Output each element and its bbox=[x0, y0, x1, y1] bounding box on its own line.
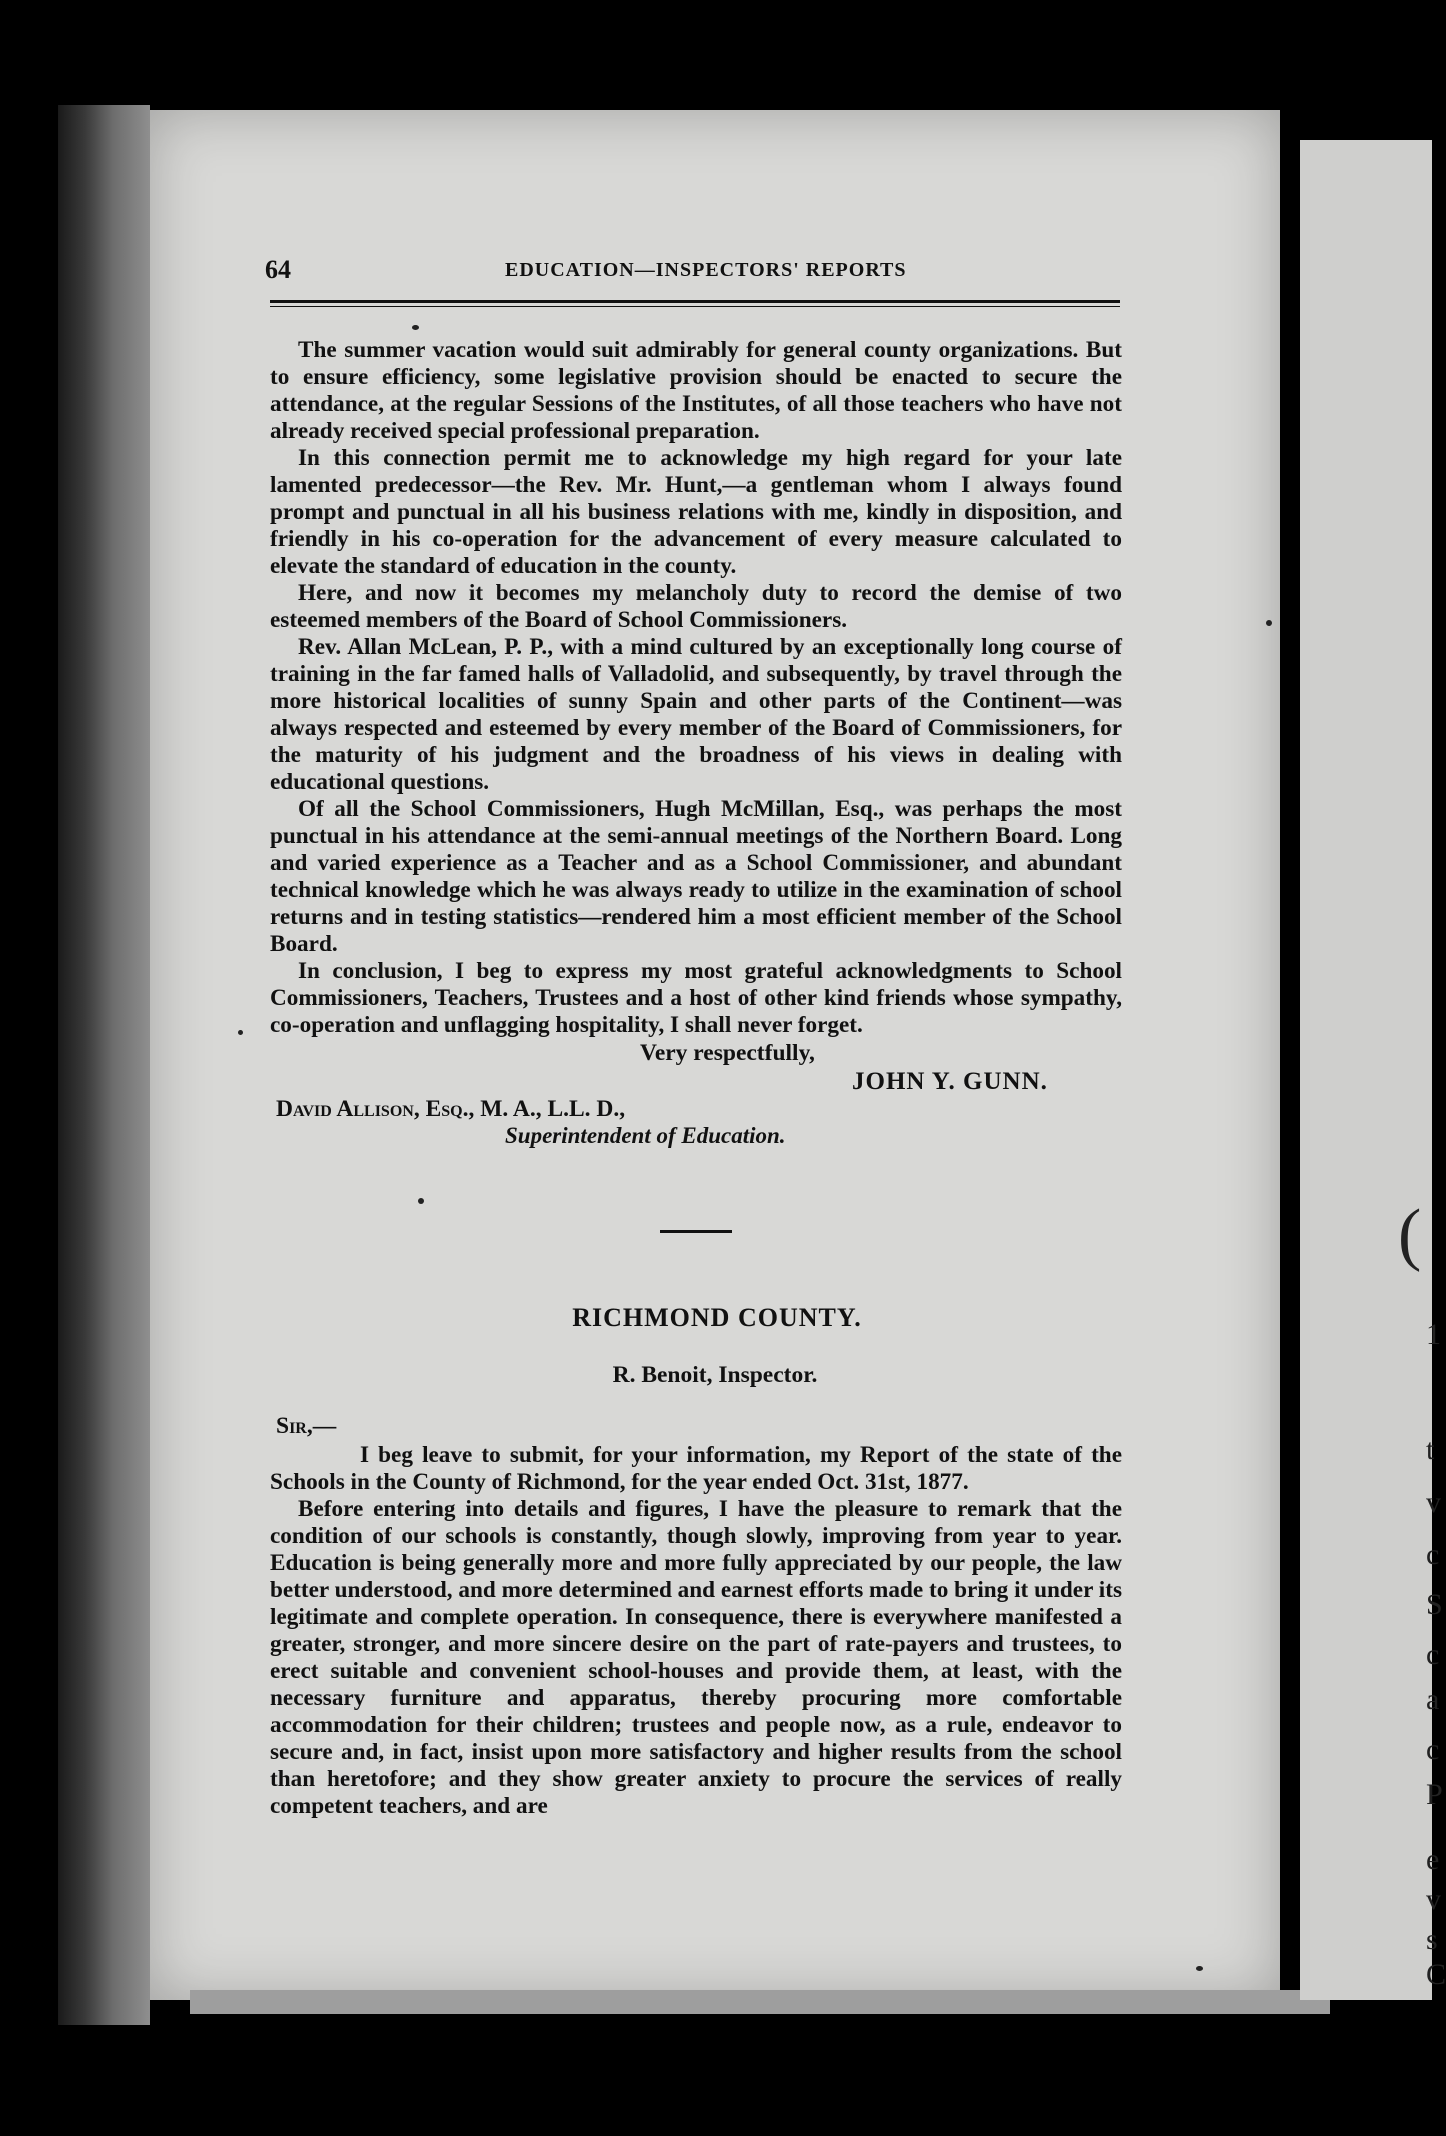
closing-salutation: Very respectfully, bbox=[640, 1040, 815, 1066]
section-title: RICHMOND COUNTY. bbox=[572, 1303, 862, 1332]
paragraph: In this connection permit me to acknowledge my high regard for your late lamented predecessor—the Rev. Mr. Hunt,—a gentleman whom I always found prompt and punctual in all his business relations with me, kindly in disposition, and friendly in his co-operation for the advancement of every measure calculated to elevate the standard of education in the county. bbox=[270, 445, 1122, 579]
adjacent-page-fragment: c bbox=[1426, 1538, 1440, 1571]
header-rule bbox=[270, 300, 1120, 307]
signature: JOHN Y. GUNN. bbox=[852, 1068, 1048, 1095]
section-inspector: R. Benoit, Inspector. bbox=[612, 1362, 818, 1388]
adjacent-page-fragment: a bbox=[1426, 1683, 1440, 1716]
book-binding-shadow bbox=[58, 105, 150, 2025]
scan-speck bbox=[412, 325, 419, 330]
salutation: Sir,— bbox=[276, 1413, 337, 1439]
adjacent-page-fragment: P bbox=[1426, 1778, 1443, 1811]
paragraph: Of all the School Commissioners, Hugh McMillan, Esq., was perhaps the most punctual in his attendance at the semi-annual meetings of the Northern Board. Long and varied experience as a Teacher and as a School Commissioner, and abundant technical knowledge which he was always ready to utilize in the examination of school returns and in testing statistics—rendered him a most efficient member of the School Board. bbox=[270, 796, 1122, 957]
paragraph: Here, and now it becomes my melancholy duty to record the demise of two esteemed members of the Board of School Commissioners. bbox=[270, 580, 1122, 633]
adjacent-page-fragment: c bbox=[1426, 1638, 1440, 1671]
adjacent-page-edge bbox=[1300, 140, 1446, 2000]
adjacent-page-fragment: 1 bbox=[1426, 1318, 1441, 1351]
scan-speck bbox=[1266, 620, 1272, 626]
adjacent-page-fragment: v bbox=[1426, 1486, 1441, 1519]
page-number: 64 bbox=[265, 255, 291, 284]
adjacent-page-fragment: v bbox=[1426, 1883, 1441, 1916]
section-divider bbox=[660, 1230, 732, 1233]
scan-speck bbox=[1196, 1966, 1203, 1971]
paragraph: I beg leave to submit, for your information, my Report of the state of the Schools in the County of Richmond, for the year ended Oct. 31st, 1877. bbox=[270, 1442, 1122, 1495]
adjacent-page-fragment: t bbox=[1426, 1433, 1435, 1466]
paragraph: Rev. Allan McLean, P. P., with a mind cultured by an exceptionally long course of training in the far famed halls of Valladolid, and subsequently, by travel through the more historical localities of sunny Spain and other parts of the Continent—was always respected and esteemed by every member of the Board of Commissioners, for the maturity of his judgment and the broadness of his views in dealing with educational questions. bbox=[270, 634, 1122, 795]
adjacent-page-fragment: e bbox=[1426, 1843, 1440, 1876]
adjacent-page-fragment: C bbox=[1426, 1958, 1446, 1991]
addressee-name: David Allison, Esq., M. A., L.L. D., bbox=[276, 1096, 626, 1122]
adjacent-page-fragment: ( bbox=[1398, 1196, 1422, 1273]
paragraph: Before entering into details and figures, I have the pleasure to remark that the condition of our schools is constantly, though slowly, improving from year to year. Education is being generally more and more fully appreciated by our people, the law better understood, and more determined and earnest efforts made to bring it under its legitimate and complete operation. In consequence, there is everywhere manifested a greater, stronger, and more sincere desire on the part of rate-payers and trustees, to erect suitable and convenient school-houses and provide them, at least, with the necessary furniture and apparatus, thereby procuring more comfortable accommodation for their children; trustees and people now, as a rule, endeavor to secure and, in fact, insist upon more satisfactory and higher results from the school than heretofore; and they show greater anxiety to procure the services of really competent teachers, and are bbox=[270, 1496, 1122, 1819]
paragraph: In conclusion, I beg to express my most grateful acknowledgments to School Commissioners, Teachers, Trustees and a host of other kind friends whose sympathy, co-operation and unflagging hospitality, I shall never forget. bbox=[270, 958, 1122, 1038]
page-header bbox=[265, 255, 1125, 295]
scan-speck bbox=[418, 1198, 424, 1204]
adjacent-page-fragment: S bbox=[1426, 1588, 1443, 1621]
adjacent-page-fragment: s bbox=[1426, 1923, 1438, 1956]
running-head: EDUCATION—INSPECTORS' REPORTS bbox=[505, 259, 907, 281]
paragraph: The summer vacation would suit admirably for general county organizations. But to ensure efficiency, some legislative provision should be enacted to secure the attendance, at the regular Sessions of the Institutes, of all those teachers who have not already received special professional preparation. bbox=[270, 337, 1122, 444]
scan-speck bbox=[238, 1030, 243, 1035]
adjacent-page-fragment: c bbox=[1426, 1733, 1440, 1766]
addressee-title: Superintendent of Education. bbox=[505, 1123, 786, 1148]
page-bottom-edge bbox=[190, 1990, 1330, 2014]
